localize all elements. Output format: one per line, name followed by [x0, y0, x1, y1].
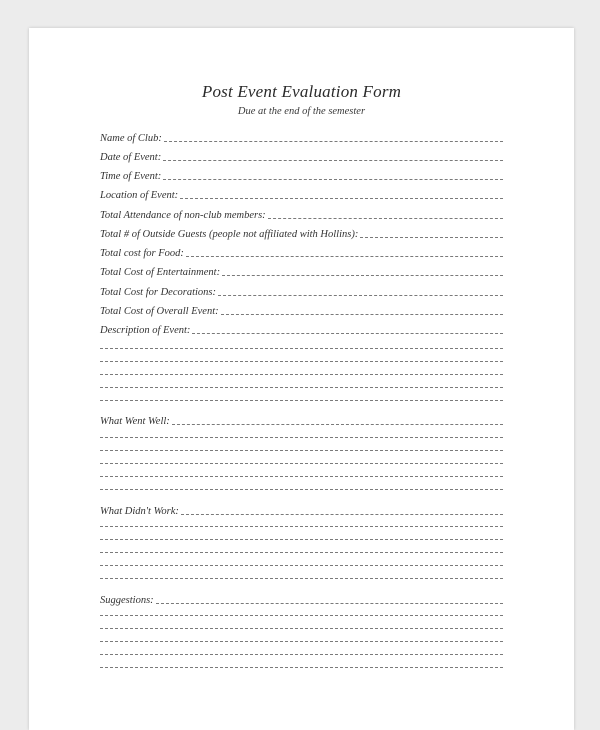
field-label: Total # of Outside Guests (people not affiliated with Hollins): — [100, 229, 359, 240]
section-what-didnt-work[interactable] — [100, 502, 503, 517]
field-label: Description of Event: — [100, 325, 191, 336]
blank-line[interactable] — [100, 578, 503, 579]
blank-line[interactable] — [100, 628, 503, 629]
blank-line[interactable] — [100, 489, 503, 490]
section-label: What Went Well: — [100, 416, 170, 427]
field-label: Time of Event: — [100, 171, 162, 182]
field-total-attendance[interactable] — [100, 206, 503, 221]
blank-line[interactable] — [100, 387, 503, 388]
section-label: Suggestions: — [100, 595, 154, 606]
field-name-of-club[interactable] — [100, 129, 503, 144]
fill-line[interactable] — [163, 179, 503, 180]
form-title: Post Event Evaluation Form — [201, 82, 402, 101]
fill-line[interactable] — [186, 256, 503, 257]
field-cost-decorations[interactable] — [100, 283, 503, 298]
blank-line[interactable] — [100, 437, 503, 438]
blank-line[interactable] — [100, 450, 503, 451]
fill-line[interactable] — [163, 160, 503, 161]
fill-line[interactable] — [268, 218, 503, 219]
blank-line[interactable] — [100, 526, 503, 527]
field-label: Total Cost of Entertainment: — [100, 267, 221, 278]
blank-line[interactable] — [100, 552, 503, 553]
fill-line[interactable] — [172, 424, 503, 425]
field-date-of-event[interactable] — [100, 148, 503, 163]
fill-line[interactable] — [222, 275, 503, 276]
blank-line[interactable] — [100, 565, 503, 566]
blank-line[interactable] — [100, 654, 503, 655]
field-cost-food[interactable] — [100, 244, 503, 259]
field-cost-entertainment[interactable] — [100, 263, 503, 278]
blank-line[interactable] — [100, 463, 503, 464]
section-label: What Didn't Work: — [100, 506, 179, 517]
field-label: Location of Event: — [100, 190, 179, 201]
field-cost-overall[interactable] — [100, 302, 503, 317]
fill-line[interactable] — [360, 237, 503, 238]
blank-line[interactable] — [100, 539, 503, 540]
fill-line[interactable] — [218, 295, 503, 296]
blank-line[interactable] — [100, 348, 503, 349]
fill-line[interactable] — [156, 603, 503, 604]
fill-line[interactable] — [192, 333, 503, 334]
field-location-of-event[interactable] — [100, 186, 503, 201]
field-label: Total Cost of Overall Event: — [100, 306, 219, 317]
fill-line[interactable] — [181, 514, 503, 515]
form-subtitle: Due at the end of the semester — [237, 106, 366, 117]
blank-line[interactable] — [100, 667, 503, 668]
blank-line[interactable] — [100, 361, 503, 362]
field-label: Date of Event: — [100, 152, 162, 163]
fill-line[interactable] — [180, 198, 503, 199]
field-label: Total cost for Food: — [100, 248, 184, 259]
field-label: Name of Club: — [100, 133, 162, 144]
blank-line[interactable] — [100, 615, 503, 616]
field-label: Total Attendance of non-club members: — [100, 210, 266, 221]
document-page — [29, 28, 574, 730]
fill-line[interactable] — [221, 314, 503, 315]
section-what-went-well[interactable] — [100, 412, 503, 427]
field-description[interactable] — [100, 321, 503, 336]
section-suggestions[interactable] — [100, 591, 503, 606]
field-outside-guests[interactable] — [100, 225, 503, 240]
blank-line[interactable] — [100, 476, 503, 477]
blank-line[interactable] — [100, 400, 503, 401]
fill-line[interactable] — [164, 141, 503, 142]
field-time-of-event[interactable] — [100, 167, 503, 182]
blank-line[interactable] — [100, 641, 503, 642]
blank-line[interactable] — [100, 374, 503, 375]
field-label: Total Cost for Decorations: — [100, 287, 217, 298]
